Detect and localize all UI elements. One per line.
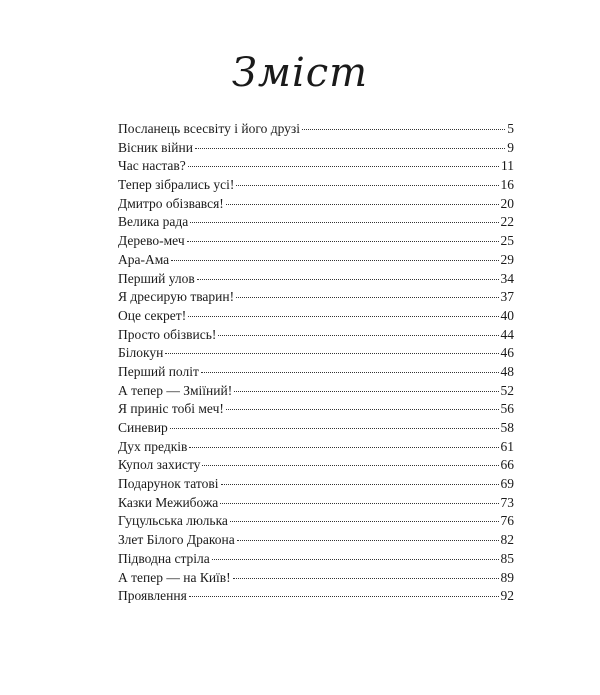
- dot-leader: [226, 204, 499, 205]
- toc-entry-title: Посланець всесвіту і його друзі: [118, 121, 300, 136]
- toc-entry-page-number: 5: [507, 121, 514, 136]
- dot-leader: [189, 447, 498, 448]
- toc-entry: [118, 344, 514, 363]
- toc-entry-title: Я дресирую тварин!: [118, 289, 235, 305]
- dot-leader: [237, 540, 499, 541]
- dot-leader: [195, 148, 505, 149]
- toc-entry-title: Тепер зібрались усі!: [118, 177, 235, 193]
- toc-entry: [118, 456, 514, 475]
- toc-entry-title: Перший улов: [118, 270, 195, 286]
- toc-entry-title: Велика рада: [118, 214, 189, 230]
- toc-entry-page-number: 16: [500, 177, 514, 193]
- toc-entry-page-number: 52: [500, 382, 514, 398]
- toc-entry: [118, 139, 514, 158]
- toc-entry-title: Дмитро обізвався!: [118, 195, 224, 211]
- toc-entry-page-number: 29: [500, 251, 514, 267]
- toc-entry: [118, 120, 514, 139]
- toc-entry-title: Час настав?: [118, 158, 186, 174]
- toc-entry: [118, 382, 514, 401]
- page-title: Зміст: [231, 50, 369, 96]
- dot-leader: [190, 222, 498, 223]
- toc-entry-title: А тепер — на Київ!: [118, 569, 231, 585]
- toc-entry-page-number: 22: [500, 214, 514, 230]
- toc-entry: [118, 363, 514, 382]
- toc-entry-title: Подарунок татові: [118, 476, 219, 492]
- toc-entry: [118, 213, 514, 232]
- toc-entry: [118, 512, 514, 531]
- toc-entry-page-number: 58: [500, 420, 514, 435]
- dot-leader: [220, 503, 498, 504]
- dot-leader: [218, 335, 498, 336]
- toc-entry-title: Білокун: [118, 345, 164, 361]
- toc-entry: [118, 494, 514, 513]
- toc-entry-page-number: 76: [500, 513, 514, 529]
- toc-entry-title: Вісник війни: [118, 139, 193, 155]
- dot-leader: [234, 391, 498, 392]
- dot-leader: [226, 409, 499, 410]
- dot-leader: [230, 521, 499, 522]
- toc-entry-title: Дерево-меч: [118, 233, 185, 249]
- toc-entry-page-number: 85: [500, 550, 514, 566]
- toc-entry-page-number: 40: [500, 307, 514, 323]
- toc-entry: [118, 288, 514, 307]
- dot-leader: [302, 129, 505, 130]
- dot-leader: [236, 185, 498, 186]
- toc-entry-title: Ара-Ама: [118, 251, 170, 267]
- toc-entry-page-number: 66: [500, 457, 514, 473]
- toc-entry-title: Гуцульська люлька: [118, 513, 228, 529]
- toc-entry-page-number: 69: [500, 476, 514, 492]
- toc-entry: [118, 270, 514, 289]
- toc-entry: [118, 307, 514, 326]
- toc-entry: [118, 587, 514, 606]
- dot-leader: [165, 353, 498, 354]
- toc-entry-page-number: 82: [500, 532, 514, 548]
- toc-entry: [118, 195, 514, 214]
- dot-leader: [236, 297, 498, 298]
- toc-entry: [118, 400, 514, 419]
- dot-leader: [189, 596, 499, 597]
- toc-entry: [118, 531, 514, 550]
- toc-entry-page-number: 44: [500, 326, 514, 342]
- toc-entry-page-number: 56: [500, 401, 514, 417]
- dot-leader: [171, 260, 498, 261]
- toc-entry-title: Синевир: [118, 420, 168, 435]
- toc-entry-title: Дух предків: [118, 438, 188, 454]
- dot-leader: [170, 428, 499, 429]
- table-of-contents: [118, 120, 514, 606]
- toc-entry-title: Злет Білого Дракона: [118, 532, 235, 548]
- toc-entry: [118, 550, 514, 569]
- dot-leader: [233, 578, 499, 579]
- toc-entry: [118, 176, 514, 195]
- toc-entry-title: Я приніс тобі меч!: [118, 401, 224, 417]
- dot-leader: [188, 166, 499, 167]
- toc-entry-title: А тепер — Зміїний!: [118, 382, 233, 398]
- toc-entry: [118, 419, 514, 438]
- toc-entry-title: Проявлення: [118, 588, 187, 604]
- toc-entry-page-number: 20: [500, 195, 514, 211]
- dot-leader: [221, 484, 499, 485]
- toc-entry: [118, 251, 514, 270]
- toc-entry-title: Просто обізвись!: [118, 326, 217, 342]
- toc-entry-page-number: 37: [500, 289, 514, 305]
- toc-entry-page-number: 25: [500, 233, 514, 249]
- toc-entry: [118, 569, 514, 588]
- dot-leader: [201, 372, 499, 373]
- dot-leader: [187, 241, 499, 242]
- dot-leader: [188, 316, 498, 317]
- toc-entry: [118, 232, 514, 251]
- toc-entry-page-number: 46: [500, 345, 514, 361]
- toc-entry-title: Оце секрет!: [118, 307, 187, 323]
- toc-entry-page-number: 48: [500, 363, 514, 379]
- toc-entry: [118, 475, 514, 494]
- toc-entry-title: Купол захисту: [118, 457, 201, 473]
- toc-entry-page-number: 34: [500, 270, 514, 286]
- toc-entry: [118, 157, 514, 176]
- toc-entry-title: Перший політ: [118, 363, 199, 379]
- toc-entry: [118, 326, 514, 345]
- dot-leader: [197, 279, 499, 280]
- toc-entry: [118, 438, 514, 457]
- toc-entry-page-number: 9: [507, 139, 514, 155]
- toc-entry-title: Підводна стріла: [118, 550, 210, 566]
- toc-entry-page-number: 61: [500, 438, 514, 454]
- toc-entry-page-number: 11: [501, 158, 514, 174]
- toc-entry-page-number: 89: [500, 569, 514, 585]
- toc-entry-page-number: 92: [500, 588, 514, 604]
- toc-entry-page-number: 73: [500, 494, 514, 510]
- dot-leader: [202, 465, 498, 466]
- dot-leader: [212, 559, 499, 560]
- toc-entry-title: Казки Межибожа: [118, 494, 219, 510]
